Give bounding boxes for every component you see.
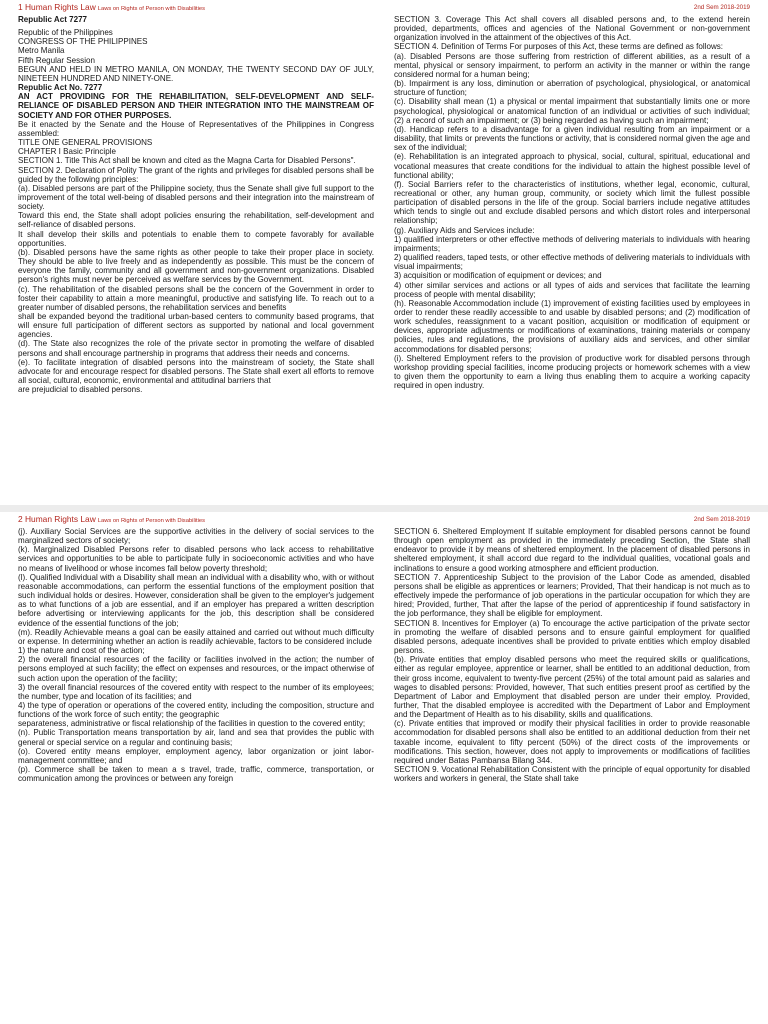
paragraph: SECTION 7. Apprenticeship Subject to the provision of the Labor Code as amended, disabled persons shall be eligible as apprentices or learners; Provided, That their handicap is not much as to effectively impede the performance of job operations in the particular occupation for which they are hired; Provided, further, That after the lapse of the period of apprenticeship if found satisfactory in the job performance, they shall be eligible for employment. [394, 572, 750, 619]
paragraph: (e). Rehabilitation is an integrated approach to physical, social, cultural, spiritual, educational and vocational measures that create conditions for the individual to attain the highest possible level of functional ability; [394, 152, 750, 180]
paragraph: (d). The State also recognizes the role of the private sector in promoting the welfare of disabled persons and shall encourage partnership in programs that address their needs and concerns. [18, 339, 374, 358]
act-title: Republic Act 7277 [18, 15, 88, 24]
paragraph: SECTION 6. Sheltered Employment If suitable employment for disabled persons cannot be found through open employment as provided in the immediately preceding Section, the State shall endeavor to provide it by means of sheltered employment. In the placement of disabled persons in sheltered employment, it shall accord due regard to the individual qualities, vocational goals and inclinations to ensure a good working atmosphere and efficient production. [394, 527, 750, 573]
paragraph: (b). Private entities that employ disabled persons who meet the required skills or qualifications, either as regular employee, apprentice or learner, shall be entitled to an additional deduction, from their gross income, equivalent to twenty-five percent (25%) of the total amount paid as salaries and wages to disabled persons: Provided, however, That such entities present proof as certified by the Department of Labor and Employment that disabled person are under their employ. Provided, further, That the disabled employee is accredited with the Department of Labor and Employment and the Department of Health as to his disability, skills and qualifications. [394, 655, 750, 720]
act-heading: AN ACT PROVIDING FOR THE REHABILITATION, SELF-DEVELOPMENT AND SELF-RELIANCE OF DISABLED PERSON AND THEIR INTEGRATION INTO THE MAINSTREAM OF SOCIETY AND FOR OTHER PURPOSES. [18, 92, 374, 120]
page-header-semester: 2nd Sem 2018-2019 [693, 516, 750, 523]
paragraph: SECTION 8. Incentives for Employer (a) To encourage the active participation of the private sector in promoting the welfare of disabled persons and to ensure gainful employment for qualified disabled persons, adequate incentives shall be provided to private entities which employ disabled persons. [394, 618, 750, 656]
paragraph: It shall develop their skills and potentials to enable them to compete favorably for available opportunities. [18, 229, 374, 248]
text-column-left [18, 527, 374, 783]
paragraph: Metro Manila [18, 46, 65, 56]
text-column-right [394, 527, 750, 783]
paragraph: (o). Covered entity means employer, employment agency, labor organization or joint labor-management committee; and [18, 746, 374, 765]
paragraph: 3) the overall financial resources of the covered entity with respect to the number of its employees; the number, type and location of its facilities; and [18, 682, 374, 701]
text-column-right [394, 15, 750, 390]
paragraph: BEGUN AND HELD IN METRO MANILA, ON MONDAY, THE TWENTY SECOND DAY OF JULY, NINETEEN HUNDRED AND NINETY-ONE. [18, 64, 374, 83]
paragraph: shall be expanded beyond the traditional urban-based centers to community based programs, that will ensure full participation of different sectors as supported by national and local government agencies. [18, 312, 374, 340]
paragraph: SECTION 2. Declaration of Polity The grant of the rights and privileges for disabled persons shall be guided by the following principles: [18, 165, 374, 184]
paragraph: (p). Commerce shall be taken to mean a s travel, trade, traffic, commerce, transportation, or communication among the provinces or between any foreign [18, 765, 374, 784]
paragraph: (b). Disabled persons have the same rights as other people to take their proper place in society. They should be able to live freely and as independently as possible. This must be the concern of everyone the family, community and all government and non-government organizations. Disabled person's rights must never be perceived as welfare services by the Government. [18, 247, 374, 285]
paragraph: (c). The rehabilitation of the disabled persons shall be the concern of the Government in order to foster their capability to attain a more meaningful, productive and satisfying life. To reach out to a greater number of disabled persons, the rehabilitation services and benefits [18, 284, 374, 312]
paragraph: (e). To facilitate integration of disabled persons into the mainstream of society, the State shall advocate for and encourage respect for disabled persons. The State shall exert all efforts to remove all social, cultural, economic, environmental and attitudinal barriers that [18, 357, 374, 386]
paragraph: SECTION 9. Vocational Rehabilitation Consistent with the principle of equal opportunity for disabled workers and workers in general, the State shall take [394, 765, 750, 784]
paragraph: (d). Handicap refers to a disadvantage for a given individual resulting from an impairment or a disability, that limits or prevents the functions or activity, that is considered normal given the age and sex of the individual; [394, 124, 750, 153]
title-heading: TITLE ONE GENERAL PROVISIONS [18, 138, 153, 148]
paragraph: (g). Auxiliary Aids and Services include: [394, 225, 535, 235]
paragraph: 4) other similar services and actions or all types of aids and services that facilitate the learning process of people with mental disability; [394, 280, 750, 299]
paragraph: (f). Social Barriers refer to the characteristics of institutions, whether legal, economic, cultural, recreational or other, any human group, community, or society which limit the fullest possible participation of disabled persons in the life of the group. Social barriers include negative attitudes which tends to single out and exclude disabled persons and which distort roles and interpersonal relationship; [394, 179, 750, 226]
page-header-left [18, 515, 205, 526]
paragraph: (j). Auxiliary Social Services are the supportive activities in the delivery of social services to the marginalized sectors of society; [18, 527, 374, 546]
paragraph: 4) the type of operation or operations of the covered entity, including the composition, structure and functions of the work force of such entity; the geographic [18, 700, 374, 720]
paragraph: 1) qualified interpreters or other effective methods of delivering materials to individuals with hearing impairments; [394, 234, 750, 253]
paragraph: (i). Sheltered Employment refers to the provision of productive work for disabled persons through workshop providing special facilities, income producing projects or homework schemes with a view to given them the opportunity to earn a living thus enabling them to acquire a working capacity required in open industry. [394, 353, 750, 391]
paragraph: separateness, administrative or fiscal relationship of the facilities in question to the covered entity; [18, 719, 366, 729]
paragraph: (c). Private entities that improved or modify their physical facilities in order to provide reasonable accommodation for disabled persons shall also be entitled to an additional deduction from their net taxable income, equivalent to fifty percent (50%) of the direct costs of the improvements or modifications. This section, however, does not apply to improvements or modifications of facilities required under Batas Pambansa Bilang 344. [394, 719, 750, 765]
paragraph: SECTION 1. Title This Act shall be known and cited as the Magna Carta for Disabled Persons". [18, 156, 356, 166]
page-header-left [18, 3, 205, 14]
paragraph: CONGRESS OF THE PHILIPPINES [18, 37, 148, 47]
paragraph: Toward this end, the State shall adopt policies ensuring the rehabilitation, self-development and self-reliance of disabled persons. [18, 211, 374, 230]
paragraph: Republic of the Philippines [18, 28, 113, 38]
act-number: Republic Act No. 7277 [18, 83, 103, 93]
paragraph: 2) the overall financial resources of the facility or facilities involved in the action; the number of persons employed at such facility; the effect on expenses and resources, or the impact otherwise of such action upon the operation of the facility; [18, 655, 374, 683]
paragraph: (n). Public Transportation means transportation by air, land and sea that provides the public with general or special service on a regular and continuing basis; [18, 728, 374, 747]
document-page-2 [0, 512, 768, 1024]
page-header-subtitle: Laws on Rights of Person with Disabilities [97, 518, 206, 524]
paragraph: (a). Disabled Persons are those suffering from restriction of different abilities, as a result of a mental, physical or sensory impairment, to perform an activity in the manner or within the range considered normal for a human being; [394, 51, 750, 79]
chapter-heading: CHAPTER I Basic Principle [18, 147, 116, 157]
page-header-subtitle: Laws on Rights of Person with Disabilities [97, 6, 206, 12]
paragraph: 3) acquisition or modification of equipment or devices; and [394, 271, 602, 281]
page-header-semester: 2nd Sem 2018-2019 [693, 4, 750, 11]
paragraph: SECTION 3. Coverage This Act shall covers all disabled persons and, to the extend herein provided, departments, offices and agencies of the National Government or non-government organization involved in the attainment of the objectives of this Act. [394, 15, 750, 43]
paragraph: Be it enacted by the Senate and the House of Representatives of the Philippines in Congress assembled: [18, 119, 374, 138]
paragraph: (l). Qualified Individual with a Disability shall mean an individual with a disability who, with or without reasonable accommodations, can perform the essential functions of the employment position that such individual holds or desires. However, consideration shall be given to the employer's judgement as to what functions of a job are essential, and if an employer has prepared a written description before advertising or interviewing applicants for the job, this description shall be considered evidence of the essential functions of the job; [18, 572, 374, 628]
paragraph: (c). Disability shall mean (1) a physical or mental impairment that substantially limits one or more psychological, physiological or anatomical function of an individual or activities of such individual; (2) a record of such an impairment; or (3) being regarded as having such an impairment; [394, 97, 750, 125]
paragraph: (h). Reasonable Accommodation include (1) improvement of existing facilities used by employees in order to render these readily accessible to and usable by disabled persons; and (2) modification of work schedules, reassignment to a vacant position, acquisition or modification of equipment or devices, appropriate adjustments or modifications of examinations, training materials or company policies, rules and regulations, the provisions of auxiliary aids and services, and other similar accommodations for disabled persons; [394, 298, 750, 354]
paragraph: (k). Marginalized Disabled Persons refer to disabled persons who lack access to rehabilitative services and opportunities to be able to participate fully in socioeconomic activities and who have no means of livelihood or whose incomes fall below poverty threshold; [18, 545, 374, 573]
page-header-title: 2 Human Rights Law [18, 514, 96, 524]
page-header-title: 1 Human Rights Law [18, 2, 96, 12]
paragraph: SECTION 4. Definition of Terms For purposes of this Act, these terms are defined as follows: [394, 42, 724, 52]
paragraph: (m). Readily Achievable means a goal can be easily attained and carried out without much difficulty or expense. In determining whether an action is readily achievable, factors to be considered include [18, 627, 374, 646]
paragraph: (b). Impairment is any loss, diminution or aberration of psychological, physiological, or anatomical structure of function; [394, 79, 750, 98]
paragraph: (a). Disabled persons are part of the Philippine society, thus the Senate shall give full support to the improvement of the total well-being of disabled persons and their integration into the mainstream of society. [18, 183, 374, 212]
paragraph: are prejudicial to disabled persons. [18, 385, 143, 395]
paragraph: Fifth Regular Session [18, 55, 95, 65]
text-column-left [18, 15, 374, 394]
paragraph: 1) the nature and cost of the action; [18, 646, 145, 656]
paragraph: 2) qualified readers, taped tests, or other effective methods of delivering materials to individuals with visual impairments; [394, 253, 750, 272]
